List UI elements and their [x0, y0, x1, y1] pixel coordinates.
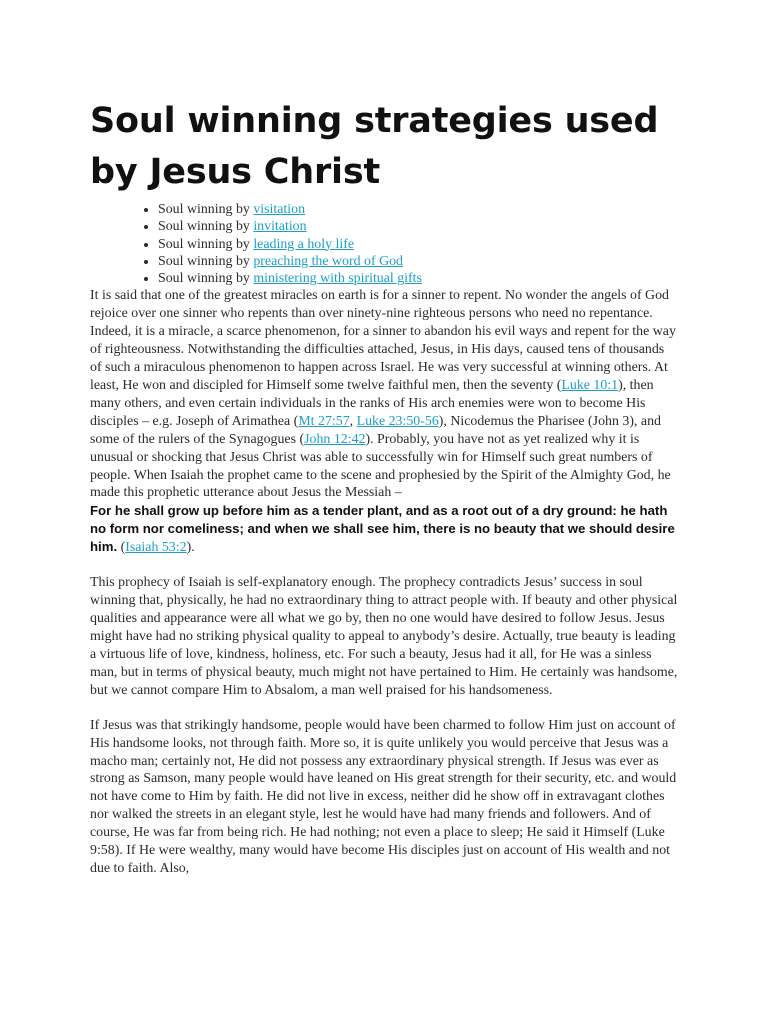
list-item: [158, 218, 678, 235]
paragraph-text: ), then many others, and even certain individuals in the ranks of His arch enemies were won to become His disciples – e.g. Joseph of Arimathea (: [90, 378, 654, 429]
article: [90, 0, 678, 878]
list-item-prefix: Soul winning by: [158, 253, 254, 269]
link-visitation[interactable]: visitation: [253, 202, 306, 217]
list-item-prefix: Soul winning by: [158, 236, 254, 252]
link-invitation[interactable]: invitation: [253, 219, 307, 235]
link-leading-a-holy-life[interactable]: leading a holy life: [253, 236, 355, 252]
list-item-prefix: Soul winning by: [158, 202, 254, 217]
page-title: Soul winning strategies used by Jesus Christ: [90, 101, 659, 192]
quote-paren: ).: [186, 540, 195, 556]
strategy-list: [90, 201, 678, 287]
paragraph-text: ,: [349, 413, 357, 429]
list-item-prefix: Soul winning by: [158, 219, 254, 235]
ref-isaiah-53-2[interactable]: Isaiah 53:2: [125, 540, 187, 556]
paragraph-intro: [90, 287, 678, 502]
scripture-quote: [90, 502, 678, 557]
paragraph-text: ), Nicodemus the Pharisee (John 3), and some of the rulers of the Synagogues (: [90, 413, 661, 447]
paragraph-text: It is said that one of the greatest miracles on earth is for a sinner to repent. No wonder the angels of God rejoice over one sinner who repents than over ninety-nine righteous persons who need no repentance. Indeed, it is a miracle, a scarce phenomenon, for a sinner to abandon his evil ways and repent for the way of righteousness. Notwithstanding the difficulties attached, Jesus, in His days, caused tens of thousands of such a miraculous phenomenon to happen across Israel. He was very successful at winning others. At least, He won and discipled for Himself some twelve faithful men, then the seventy (: [90, 288, 676, 394]
quote-paren: (: [117, 540, 126, 556]
list-item: [158, 270, 678, 287]
paragraph-text: ). Probably, you have not as yet realized why it is unusual or shocking that Jesus Christ was able to successfully win for Himself such great numbers of people. When Isaiah the prophet came to the scene and prophesied by the Spirit of the Almighty God, he made this prophetic utterance about Jesus the Messiah –: [90, 431, 671, 501]
list-item: [158, 236, 678, 253]
paragraph-handsome: If Jesus was that strikingly handsome, people would have been charmed to follow Him just on account of His handsome looks, not through faith. More so, it is quite unlikely you would perceive that Jesus was a macho man; certainly not, He did not possess any extraordinary physical strength. If Jesus was ever as strong as Samson, many people would have leaned on His great strength for their security, etc. and would not have come to Him by faith. He did not live in excess, neither did he show off in extravagant clothes nor walked the streets in an elegant style, lest he would have had many friends and followers. And of course, He was far from being rich. He had nothing; not even a place to sleep; He said it Himself (Luke 9:58). If He were wealthy, many would have become His disciples just on account of His wealth and not due to faith. Also,: [90, 717, 677, 876]
list-item-prefix: Soul winning by: [158, 271, 254, 287]
ref-mt-27-57[interactable]: Mt 27:57: [298, 413, 350, 429]
ref-luke-23-50[interactable]: Luke 23:50-56: [356, 413, 439, 429]
list-item: [158, 201, 678, 218]
quote-text: For he shall grow up before him as a tender plant, and as a root out of a dry ground: he hath no form nor comeliness; and when we shall see him, there is no beauty that we should desire him.: [90, 503, 675, 555]
link-preaching-the-word[interactable]: preaching the word of God: [253, 253, 403, 269]
paragraph-prophecy: This prophecy of Isaiah is self-explanatory enough. The prophecy contradicts Jesus’ success in soul winning that, physically, he had no extraordinary thing to attract people with. If beauty and other physical qualities and appearance were all what we go by, then no one would have desired to follow Jesus. Jesus might have had no striking physical quality to appeal to anybody’s desire. Actually, true beauty is leading a virtuous life of love, kindness, holiness, etc. For such a beauty, Jesus had it all, for He was a sinless man, but in terms of physical beauty, much might not have pertained to Him. He certainly was handsome, but we cannot compare Him to Absalom, a man well praised for his handsomeness.: [90, 575, 678, 698]
list-item: [158, 253, 678, 270]
ref-john-12-42[interactable]: John 12:42: [304, 431, 366, 447]
ref-luke-10-1[interactable]: Luke 10:1: [561, 378, 619, 394]
link-spiritual-gifts[interactable]: ministering with spiritual gifts: [253, 271, 422, 287]
